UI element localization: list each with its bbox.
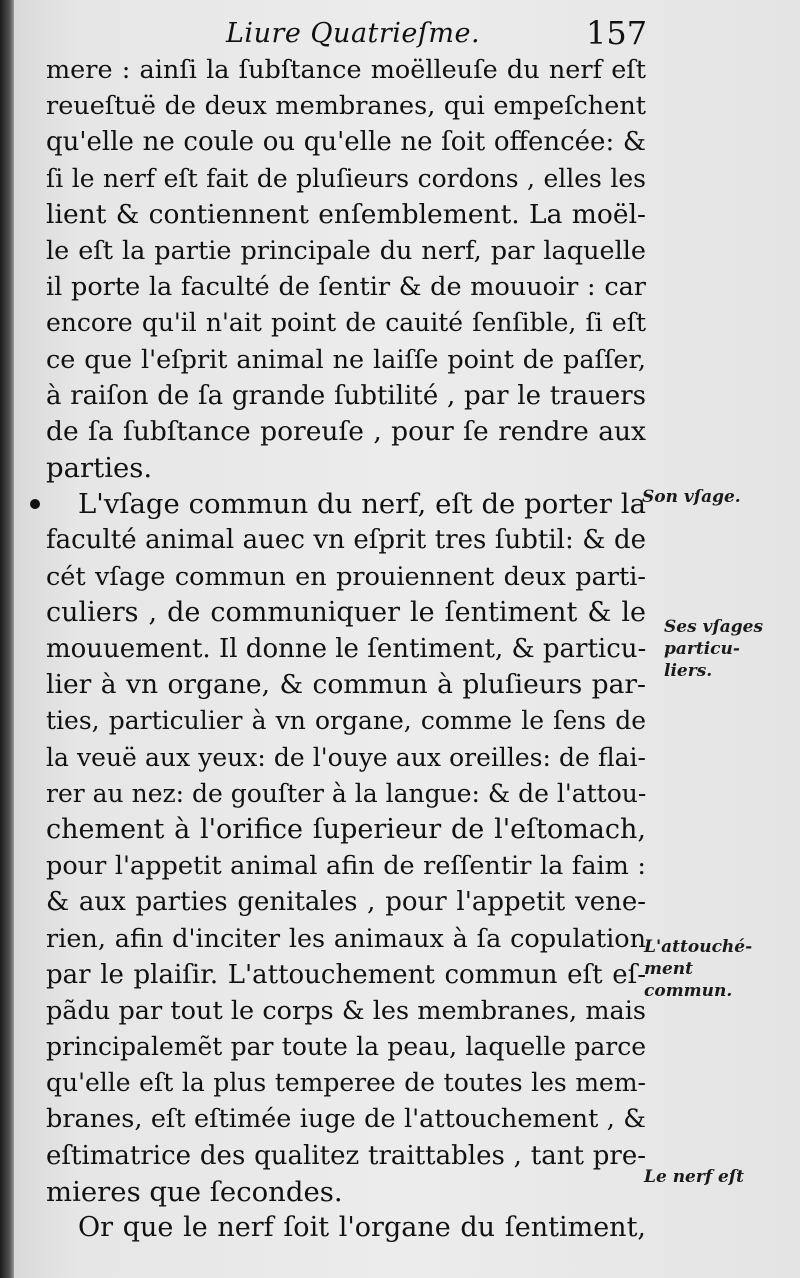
main-text (46, 52, 646, 1246)
text-line: Or que le nerf ſoit l'organe du ſentiment, (78, 1212, 646, 1243)
paragraph-start-line (46, 486, 646, 522)
margin-note-line: particu- (664, 639, 740, 659)
text-line: il porte la faculté de ſentir & de mouuoir : car (46, 272, 646, 303)
text-line: cét vſage commun en prouiennent deux parti- (46, 561, 646, 592)
text-line: la veuë aux yeux: de l'ouye aux oreilles: de flai- (46, 742, 646, 772)
text-line: & aux parties genitales , pour l'appetit vene- (46, 887, 646, 918)
text-line: qu'elle eſt la plus temperee de toutes les mem- (46, 1068, 646, 1098)
text-line: mouuement. Il donne le ſentiment, & particu- (46, 634, 647, 664)
text-line: rien, afin d'inciter les animaux à ſa copulation (46, 923, 646, 954)
text-line: de ſa ſubſtance poreuſe , pour ſe rendre aux (46, 415, 646, 447)
text-line: reueſtuë de deux membranes, qui empeſchent (46, 91, 646, 122)
margin-note-son-usage (642, 486, 741, 508)
margin-note-line: liers. (664, 661, 713, 681)
margin-note-attouchement (644, 936, 752, 1002)
text-line: faculté animal auec vn eſprit tres ſubtil: & de (46, 525, 646, 556)
text-line: lient & contiennent enſemblement. La moël- (46, 198, 646, 230)
text-line: par le plaiſir. L'attouchement commun eſt eſ- (46, 959, 646, 990)
text-line: encore qu'il n'ait point de cauité ſenſible, ſi eſt (46, 308, 646, 338)
running-title: Liure Quatrieſme. (226, 18, 481, 49)
page-number: 157 (586, 14, 648, 52)
text-line: qu'elle ne coule ou qu'elle ne ſoit offencée: & (46, 127, 646, 158)
text-line: parties. (46, 452, 153, 485)
text-line: branes, eſt eſtimée iuge de l'attouchement , & (46, 1104, 646, 1135)
text-line: chement à l'orifice ſuperieur de l'eſtomach, (46, 813, 646, 845)
margin-note-line: Son vſage. (642, 487, 741, 507)
margin-note-line: commun. (644, 981, 733, 1001)
text-line: rer au nez: de gouſter à la langue: & de l'attou- (46, 778, 647, 808)
paragraph-mark-icon (30, 499, 40, 509)
margin-note-line: L'attouché- (644, 937, 753, 957)
page-header (14, 16, 800, 56)
text-line: pãdu par tout le corps & les membranes, mais (46, 995, 646, 1026)
text-line: eſtimatrice des qualitez traittables , tant pre- (46, 1140, 646, 1171)
text-line: le eſt la partie principale du nerf, par laquelle (46, 235, 646, 266)
text-line: pour l'appetit animal afin de reſſentir la faim : (46, 851, 646, 882)
text-line: lier à vn organe, & commun à pluſieurs par- (46, 669, 646, 701)
text-line: ties, particulier à vn organe, comme le ſens de (46, 706, 646, 736)
margin-note-ses-usages (664, 616, 763, 682)
text-span: L'vſage commun du nerf, eſt de porter la (78, 488, 646, 521)
book-page (14, 0, 800, 1278)
text-line: à raiſon de ſa grande ſubtilité , par le trauers (46, 380, 646, 411)
margin-note-line: Le nerf eſt (644, 1167, 745, 1187)
text-line: culiers , de communiquer le ſentiment & le (46, 596, 646, 628)
book-gutter (0, 0, 14, 1278)
margin-note-line: ment (644, 959, 694, 979)
margin-note-le-nerf (644, 1166, 744, 1188)
text-line: mere : ainſi la ſubſtance moëlleuſe du nerf eſt (46, 55, 646, 85)
text-line: ſi le nerf eſt fait de pluſieurs cordons , elles les (46, 163, 646, 193)
text-line: principalemẽt par toute la peau, laquelle parce (46, 1032, 646, 1062)
text-line: ce que l'eſprit animal ne laiſſe point de paſſer, (46, 344, 646, 375)
text-line: mieres que ſecondes. (46, 1175, 343, 1208)
margin-note-line: Ses vſages (664, 617, 764, 637)
